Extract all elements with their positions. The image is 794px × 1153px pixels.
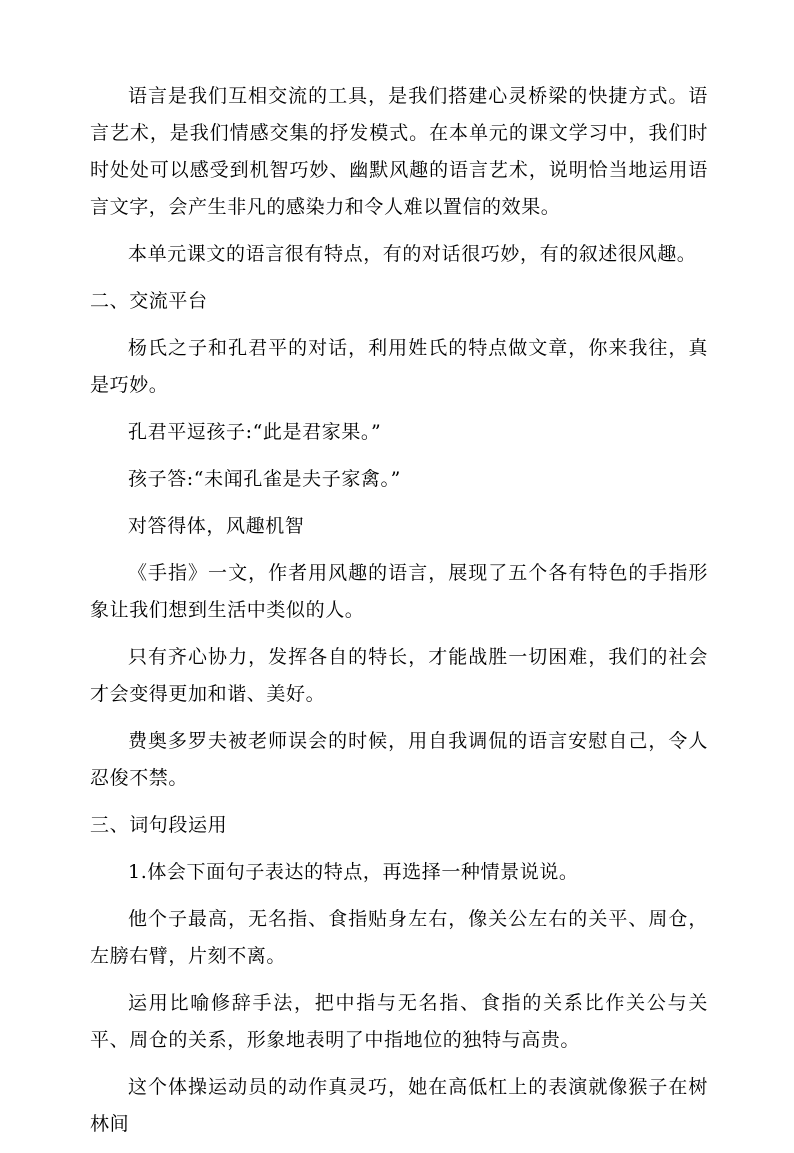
section-heading-exchange-platform: 二、交流平台 xyxy=(90,290,208,312)
analysis-paragraph: 运用比喻修辞手法，把中指与无名指、食指的关系比作关公与关平、周仓的关系，形象地表明了中指地位的独特与高贵。 xyxy=(90,992,708,1051)
fyodorov-paragraph: 费奥多罗夫被老师误会的时候，用自我调侃的语言安慰自己，令人忍俊不禁。 xyxy=(90,730,708,789)
section-heading-usage: 三、词句段运用 xyxy=(90,814,228,836)
child-reply-line: 孩子答:“未闻孔雀是夫子家禽。” xyxy=(128,468,401,490)
exercise-1-instruction: 1.体会下面句子表达的特点，再选择一种情景说说。 xyxy=(128,861,579,883)
document-page xyxy=(90,78,708,1153)
cooperation-paragraph: 只有齐心协力，发挥各自的特长，才能战胜一切困难，我们的社会才会变得更加和谐、美好。 xyxy=(90,646,708,705)
kong-quote-line: 孔君平逗孩子:“此是君家果。” xyxy=(128,421,382,443)
intro-paragraph: 语言是我们互相交流的工具，是我们搭建心灵桥梁的快捷方式。语言艺术，是我们情感交集的抒发模式。在本单元的课文学习中，我们时时处处可以感受到机智巧妙、幽默风趣的语言艺术，说明恰当地运用语言文字，会产生非凡的感染力和令人难以置信的效果。 xyxy=(90,85,708,218)
dialogue-comment-line: 对答得体，风趣机智 xyxy=(128,515,305,537)
gymnast-paragraph: 这个体操运动员的动作真灵巧，她在高低杠上的表演就像猴子在树林间 xyxy=(90,1076,708,1135)
yang-dialogue-paragraph: 杨氏之子和孔君平的对话，利用姓氏的特点做文章，你来我往，真是巧妙。 xyxy=(90,337,708,396)
unit-language-summary: 本单元课文的语言很有特点，有的对话很巧妙，有的叙述很风趣。 xyxy=(128,243,697,265)
example-sentence-paragraph: 他个子最高，无名指、食指贴身左右，像关公左右的关平、周仓，左膀右臂，片刻不离。 xyxy=(90,908,708,967)
fingers-paragraph: 《手指》一文，作者用风趣的语言，展现了五个各有特色的手指形象让我们想到生活中类似的人。 xyxy=(90,562,708,621)
